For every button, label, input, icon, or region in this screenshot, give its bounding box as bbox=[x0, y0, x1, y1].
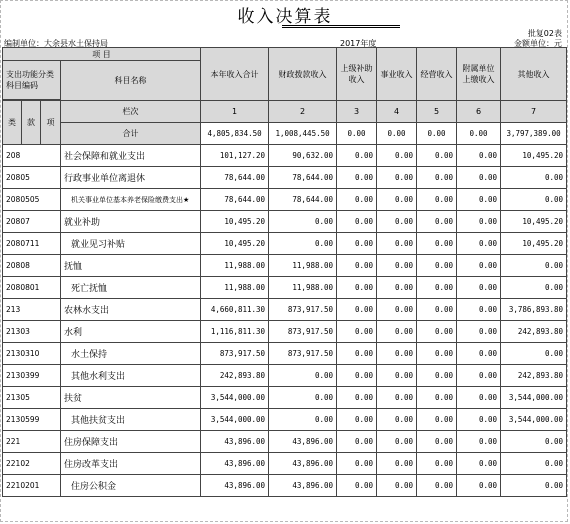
amount-cell: 0.00 bbox=[417, 365, 457, 387]
amount-cell: 0.00 bbox=[377, 189, 417, 211]
amount-cell: 0.00 bbox=[337, 299, 377, 321]
amount-cell: 0.00 bbox=[457, 475, 501, 497]
subject-name-cell: 抚恤 bbox=[61, 255, 201, 277]
subject-name-cell: 就业见习补贴 bbox=[61, 233, 201, 255]
amount-cell: 0.00 bbox=[457, 365, 501, 387]
col-num-7: 7 bbox=[501, 101, 567, 123]
total-cell: 1,008,445.50 bbox=[269, 123, 337, 145]
amount-cell: 0.00 bbox=[417, 167, 457, 189]
amount-cell: 0.00 bbox=[501, 343, 567, 365]
amount-cell: 0.00 bbox=[337, 233, 377, 255]
amount-cell: 0.00 bbox=[417, 343, 457, 365]
func-code-cell: 2210201 bbox=[3, 475, 61, 497]
amount-cell: 0.00 bbox=[337, 343, 377, 365]
amount-cell: 90,632.00 bbox=[269, 145, 337, 167]
amount-cell: 0.00 bbox=[457, 409, 501, 431]
subject-name-cell: 机关事业单位基本养老保险缴费支出★ bbox=[61, 189, 201, 211]
amount-cell: 3,544,000.00 bbox=[501, 387, 567, 409]
col-num-4: 4 bbox=[377, 101, 417, 123]
amount-cell: 0.00 bbox=[501, 277, 567, 299]
col-num-3: 3 bbox=[337, 101, 377, 123]
amount-cell: 78,644.00 bbox=[201, 189, 269, 211]
col-header-7: 其他收入 bbox=[501, 48, 567, 101]
func-code-cell: 21303 bbox=[3, 321, 61, 343]
func-code-header: 支出功能分类科目编码 bbox=[3, 61, 61, 100]
table-row bbox=[3, 431, 567, 453]
col-num-6: 6 bbox=[457, 101, 501, 123]
subject-name-cell: 其他水利支出 bbox=[61, 365, 201, 387]
amount-cell: 0.00 bbox=[457, 233, 501, 255]
subject-name-cell: 就业补助 bbox=[61, 211, 201, 233]
amount-cell: 10,495.20 bbox=[201, 233, 269, 255]
amount-cell: 0.00 bbox=[337, 431, 377, 453]
amount-cell: 101,127.20 bbox=[201, 145, 269, 167]
amount-cell: 0.00 bbox=[417, 233, 457, 255]
amount-cell: 242,893.80 bbox=[201, 365, 269, 387]
subject-name-cell: 扶贫 bbox=[61, 387, 201, 409]
amount-cell: 4,660,811.30 bbox=[201, 299, 269, 321]
amount-cell: 43,896.00 bbox=[201, 475, 269, 497]
table-row bbox=[3, 167, 567, 189]
subject-name-cell: 社会保障和就业支出 bbox=[61, 145, 201, 167]
amount-cell: 0.00 bbox=[377, 387, 417, 409]
func-code-cell: 208 bbox=[3, 145, 61, 167]
amount-cell: 0.00 bbox=[377, 321, 417, 343]
func-code-cell: 2130310 bbox=[3, 343, 61, 365]
subject-name-cell: 住房公积金 bbox=[61, 475, 201, 497]
func-code-cell: 2080711 bbox=[3, 233, 61, 255]
table-row bbox=[3, 211, 567, 233]
amount-cell: 3,544,000.00 bbox=[201, 387, 269, 409]
table-row bbox=[3, 299, 567, 321]
amount-cell: 0.00 bbox=[417, 409, 457, 431]
amount-cell: 1,116,811.30 bbox=[201, 321, 269, 343]
table-row bbox=[3, 409, 567, 431]
amount-cell: 0.00 bbox=[337, 321, 377, 343]
amount-cell: 0.00 bbox=[457, 431, 501, 453]
table-body bbox=[3, 145, 567, 497]
reporting-unit: 编制单位：大余县水土保持局 bbox=[4, 39, 108, 48]
amount-cell: 0.00 bbox=[457, 255, 501, 277]
amount-cell: 0.00 bbox=[457, 189, 501, 211]
table-row bbox=[3, 343, 567, 365]
item-group-header: 项 目 bbox=[3, 48, 201, 61]
amount-cell: 43,896.00 bbox=[269, 453, 337, 475]
amount-cell: 0.00 bbox=[377, 475, 417, 497]
table-row bbox=[3, 233, 567, 255]
table-row bbox=[3, 189, 567, 211]
amount-cell: 0.00 bbox=[337, 387, 377, 409]
lei-header: 类 bbox=[3, 101, 22, 145]
amount-cell: 78,644.00 bbox=[269, 167, 337, 189]
amount-cell: 10,495.20 bbox=[501, 145, 567, 167]
amount-cell: 43,896.00 bbox=[269, 431, 337, 453]
amount-cell: 0.00 bbox=[457, 387, 501, 409]
table-row bbox=[3, 145, 567, 167]
amount-cell: 0.00 bbox=[377, 167, 417, 189]
amount-cell: 78,644.00 bbox=[201, 167, 269, 189]
amount-cell: 0.00 bbox=[337, 365, 377, 387]
amount-cell: 10,495.20 bbox=[201, 211, 269, 233]
amount-cell: 11,988.00 bbox=[269, 277, 337, 299]
amount-cell: 11,988.00 bbox=[269, 255, 337, 277]
table-row bbox=[3, 277, 567, 299]
total-cell: 0.00 bbox=[417, 123, 457, 145]
amount-cell: 10,495.20 bbox=[501, 233, 567, 255]
amount-cell: 0.00 bbox=[269, 211, 337, 233]
amount-cell: 0.00 bbox=[417, 189, 457, 211]
subject-name-cell: 水土保持 bbox=[61, 343, 201, 365]
total-label: 合计 bbox=[61, 123, 201, 145]
amount-cell: 0.00 bbox=[377, 453, 417, 475]
amount-cell: 3,544,000.00 bbox=[501, 409, 567, 431]
amount-cell: 0.00 bbox=[377, 233, 417, 255]
amount-cell: 0.00 bbox=[377, 299, 417, 321]
col-num-1: 1 bbox=[201, 101, 269, 123]
subject-name-cell: 住房保障支出 bbox=[61, 431, 201, 453]
amount-cell: 0.00 bbox=[417, 387, 457, 409]
col-header-6: 附属单位上缴收入 bbox=[457, 48, 501, 101]
amount-cell: 0.00 bbox=[457, 211, 501, 233]
amount-cell: 242,893.80 bbox=[501, 321, 567, 343]
amount-cell: 0.00 bbox=[417, 475, 457, 497]
amount-cell: 3,786,893.80 bbox=[501, 299, 567, 321]
func-code-cell: 221 bbox=[3, 431, 61, 453]
subject-name-cell: 其他扶贫支出 bbox=[61, 409, 201, 431]
amount-cell: 0.00 bbox=[501, 453, 567, 475]
amount-cell: 0.00 bbox=[417, 255, 457, 277]
amount-cell: 0.00 bbox=[417, 277, 457, 299]
amount-cell: 0.00 bbox=[457, 145, 501, 167]
amount-cell: 0.00 bbox=[417, 321, 457, 343]
amount-cell: 0.00 bbox=[337, 475, 377, 497]
amount-cell: 0.00 bbox=[377, 431, 417, 453]
subject-name-cell: 水利 bbox=[61, 321, 201, 343]
func-code-cell: 2130599 bbox=[3, 409, 61, 431]
total-cell: 4,805,834.50 bbox=[201, 123, 269, 145]
fiscal-year: 2017年度 bbox=[340, 39, 377, 48]
subject-name-header: 科目名称 bbox=[61, 61, 201, 101]
amount-cell: 242,893.80 bbox=[501, 365, 567, 387]
amount-cell: 0.00 bbox=[377, 365, 417, 387]
subject-name-cell: 行政事业单位离退休 bbox=[61, 167, 201, 189]
amount-cell: 0.00 bbox=[377, 409, 417, 431]
form-number: 批复02表 bbox=[527, 29, 562, 38]
amount-cell: 11,988.00 bbox=[201, 277, 269, 299]
amount-cell: 43,896.00 bbox=[269, 475, 337, 497]
amount-cell: 0.00 bbox=[269, 387, 337, 409]
func-code-cell: 21305 bbox=[3, 387, 61, 409]
amount-cell: 0.00 bbox=[417, 453, 457, 475]
func-code-cell: 22102 bbox=[3, 453, 61, 475]
func-code-cell: 20807 bbox=[3, 211, 61, 233]
table-row bbox=[3, 475, 567, 497]
col-header-2: 财政拨款收入 bbox=[269, 48, 337, 101]
amount-cell: 0.00 bbox=[457, 453, 501, 475]
amount-cell: 0.00 bbox=[501, 431, 567, 453]
amount-cell: 0.00 bbox=[501, 255, 567, 277]
table-row bbox=[3, 255, 567, 277]
xiang-header: 项 bbox=[41, 101, 61, 145]
col-num-2: 2 bbox=[269, 101, 337, 123]
amount-cell: 0.00 bbox=[337, 211, 377, 233]
func-code-cell: 20805 bbox=[3, 167, 61, 189]
title-double-underline bbox=[282, 27, 400, 28]
table-row bbox=[3, 321, 567, 343]
amount-cell: 78,644.00 bbox=[269, 189, 337, 211]
subject-name-cell: 住房改革支出 bbox=[61, 453, 201, 475]
col-header-5: 经营收入 bbox=[417, 48, 457, 101]
func-code-cell: 2080801 bbox=[3, 277, 61, 299]
table-row bbox=[3, 365, 567, 387]
amount-cell: 0.00 bbox=[457, 299, 501, 321]
amount-cell: 0.00 bbox=[337, 277, 377, 299]
amount-cell: 0.00 bbox=[417, 211, 457, 233]
amount-cell: 0.00 bbox=[337, 255, 377, 277]
amount-cell: 0.00 bbox=[337, 189, 377, 211]
amount-cell: 0.00 bbox=[377, 255, 417, 277]
amount-cell: 0.00 bbox=[417, 299, 457, 321]
amount-cell: 0.00 bbox=[377, 145, 417, 167]
subject-name-cell: 农林水支出 bbox=[61, 299, 201, 321]
currency-unit: 金额单位：元 bbox=[514, 39, 562, 48]
report-title: 收入决算表 bbox=[237, 7, 333, 27]
col-header-3: 上级补助收入 bbox=[337, 48, 377, 101]
amount-cell: 0.00 bbox=[377, 277, 417, 299]
func-code-cell: 213 bbox=[3, 299, 61, 321]
amount-cell: 0.00 bbox=[501, 167, 567, 189]
amount-cell: 0.00 bbox=[337, 453, 377, 475]
amount-cell: 873,917.50 bbox=[201, 343, 269, 365]
col-header-4: 事业收入 bbox=[377, 48, 417, 101]
amount-cell: 0.00 bbox=[457, 321, 501, 343]
amount-cell: 0.00 bbox=[269, 233, 337, 255]
amount-cell: 0.00 bbox=[337, 167, 377, 189]
amount-cell: 873,917.50 bbox=[269, 321, 337, 343]
total-cell: 0.00 bbox=[337, 123, 377, 145]
amount-cell: 0.00 bbox=[457, 167, 501, 189]
func-code-cell: 2130399 bbox=[3, 365, 61, 387]
table-row bbox=[3, 453, 567, 475]
amount-cell: 43,896.00 bbox=[201, 431, 269, 453]
amount-cell: 0.00 bbox=[417, 431, 457, 453]
table-row bbox=[3, 387, 567, 409]
amount-cell: 0.00 bbox=[337, 145, 377, 167]
amount-cell: 11,988.00 bbox=[201, 255, 269, 277]
amount-cell: 0.00 bbox=[501, 189, 567, 211]
amount-cell: 0.00 bbox=[377, 343, 417, 365]
amount-cell: 43,896.00 bbox=[201, 453, 269, 475]
amount-cell: 0.00 bbox=[337, 409, 377, 431]
subject-name-cell: 死亡抚恤 bbox=[61, 277, 201, 299]
amount-cell: 873,917.50 bbox=[269, 343, 337, 365]
total-cell: 0.00 bbox=[457, 123, 501, 145]
col-header-1: 本年收入合计 bbox=[201, 48, 269, 101]
lanci-label: 栏次 bbox=[61, 101, 201, 123]
func-code-cell: 2080505 bbox=[3, 189, 61, 211]
amount-cell: 0.00 bbox=[269, 409, 337, 431]
title-underline bbox=[282, 25, 400, 26]
amount-cell: 0.00 bbox=[501, 475, 567, 497]
total-cell: 3,797,389.00 bbox=[501, 123, 567, 145]
income-table bbox=[2, 47, 567, 497]
amount-cell: 873,917.50 bbox=[269, 299, 337, 321]
amount-cell: 0.00 bbox=[457, 277, 501, 299]
amount-cell: 0.00 bbox=[377, 211, 417, 233]
col-num-5: 5 bbox=[417, 101, 457, 123]
kuan-header: 款 bbox=[22, 101, 41, 145]
amount-cell: 3,544,000.00 bbox=[201, 409, 269, 431]
func-code-cell: 20808 bbox=[3, 255, 61, 277]
total-cell: 0.00 bbox=[377, 123, 417, 145]
amount-cell: 0.00 bbox=[269, 365, 337, 387]
amount-cell: 0.00 bbox=[457, 343, 501, 365]
amount-cell: 0.00 bbox=[417, 145, 457, 167]
amount-cell: 10,495.20 bbox=[501, 211, 567, 233]
